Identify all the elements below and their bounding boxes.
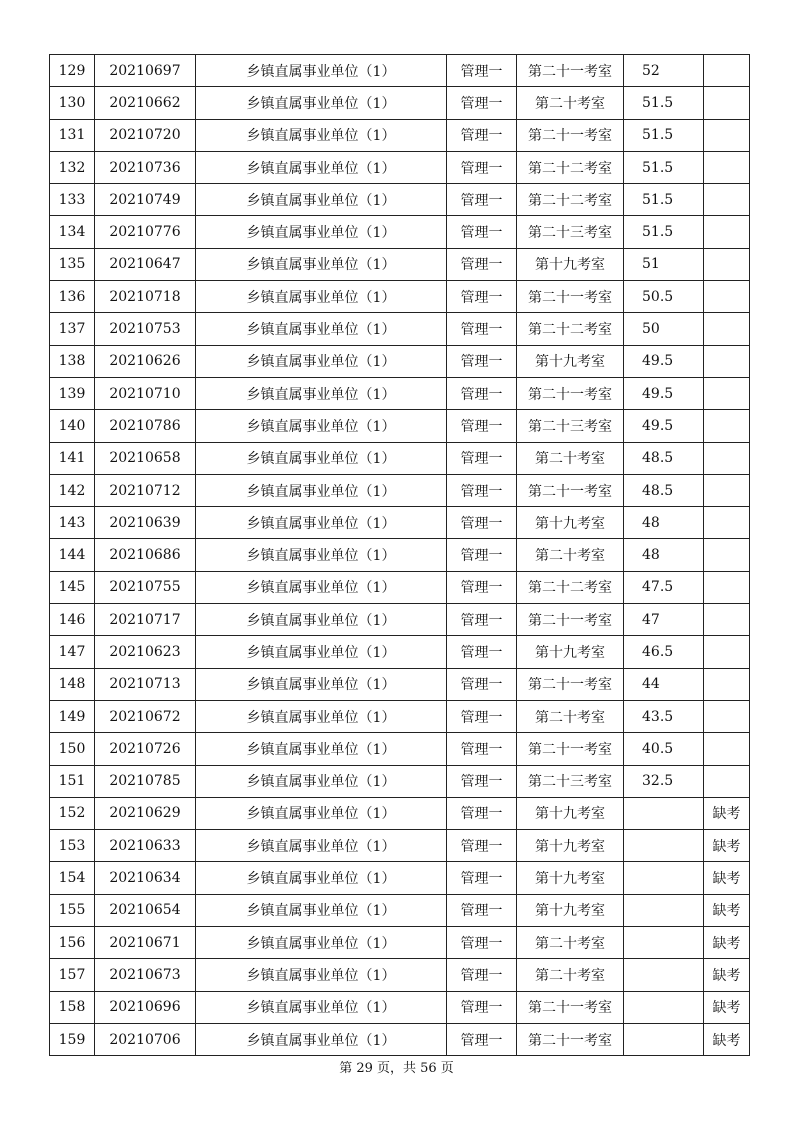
exam-room-cell: 第二十三考室 xyxy=(517,216,624,248)
remark-cell xyxy=(704,216,750,248)
score-cell: 48.5 xyxy=(624,442,704,474)
remark-cell: 缺考 xyxy=(704,830,750,862)
score-cell xyxy=(624,862,704,894)
row-number-cell: 148 xyxy=(50,668,95,700)
remark-cell xyxy=(704,442,750,474)
remark-cell: 缺考 xyxy=(704,894,750,926)
exam-room-cell: 第二十考室 xyxy=(517,87,624,119)
exam-room-cell: 第二十一考室 xyxy=(517,377,624,409)
table-row xyxy=(50,604,750,636)
exam-room-cell: 第二十一考室 xyxy=(517,733,624,765)
post-name-cell: 管理一 xyxy=(447,507,517,539)
post-name-cell: 管理一 xyxy=(447,604,517,636)
table-row xyxy=(50,442,750,474)
table-row xyxy=(50,539,750,571)
unit-name-cell: 乡镇直属事业单位（1） xyxy=(196,442,447,474)
post-name-cell: 管理一 xyxy=(447,345,517,377)
unit-name-cell: 乡镇直属事业单位（1） xyxy=(196,410,447,442)
score-cell: 51.5 xyxy=(624,119,704,151)
remark-cell xyxy=(704,248,750,280)
score-cell: 49.5 xyxy=(624,377,704,409)
unit-name-cell: 乡镇直属事业单位（1） xyxy=(196,87,447,119)
row-number-cell: 139 xyxy=(50,377,95,409)
post-name-cell: 管理一 xyxy=(447,668,517,700)
remark-cell xyxy=(704,636,750,668)
row-number-cell: 137 xyxy=(50,313,95,345)
row-number-cell: 133 xyxy=(50,184,95,216)
unit-name-cell: 乡镇直属事业单位（1） xyxy=(196,1023,447,1055)
row-number-cell: 156 xyxy=(50,927,95,959)
score-cell: 48.5 xyxy=(624,474,704,506)
unit-name-cell: 乡镇直属事业单位（1） xyxy=(196,474,447,506)
post-name-cell: 管理一 xyxy=(447,216,517,248)
candidate-id-cell: 20210706 xyxy=(95,1023,196,1055)
candidate-id-cell: 20210673 xyxy=(95,959,196,991)
post-name-cell: 管理一 xyxy=(447,87,517,119)
exam-room-cell: 第二十一考室 xyxy=(517,55,624,87)
exam-room-cell: 第十九考室 xyxy=(517,830,624,862)
row-number-cell: 130 xyxy=(50,87,95,119)
candidate-id-cell: 20210785 xyxy=(95,765,196,797)
candidate-id-cell: 20210671 xyxy=(95,927,196,959)
row-number-cell: 135 xyxy=(50,248,95,280)
exam-room-cell: 第二十二考室 xyxy=(517,151,624,183)
table-row xyxy=(50,765,750,797)
post-name-cell: 管理一 xyxy=(447,377,517,409)
post-name-cell: 管理一 xyxy=(447,959,517,991)
candidate-id-cell: 20210634 xyxy=(95,862,196,894)
table-row xyxy=(50,797,750,829)
remark-cell: 缺考 xyxy=(704,959,750,991)
post-name-cell: 管理一 xyxy=(447,539,517,571)
post-name-cell: 管理一 xyxy=(447,765,517,797)
candidate-id-cell: 20210633 xyxy=(95,830,196,862)
unit-name-cell: 乡镇直属事业单位（1） xyxy=(196,733,447,765)
score-cell: 51.5 xyxy=(624,216,704,248)
unit-name-cell: 乡镇直属事业单位（1） xyxy=(196,604,447,636)
post-name-cell: 管理一 xyxy=(447,410,517,442)
row-number-cell: 132 xyxy=(50,151,95,183)
unit-name-cell: 乡镇直属事业单位（1） xyxy=(196,184,447,216)
exam-room-cell: 第二十考室 xyxy=(517,442,624,474)
score-cell: 51 xyxy=(624,248,704,280)
row-number-cell: 151 xyxy=(50,765,95,797)
score-cell: 40.5 xyxy=(624,733,704,765)
row-number-cell: 138 xyxy=(50,345,95,377)
unit-name-cell: 乡镇直属事业单位（1） xyxy=(196,700,447,732)
score-cell xyxy=(624,927,704,959)
results-table xyxy=(49,54,750,1056)
unit-name-cell: 乡镇直属事业单位（1） xyxy=(196,959,447,991)
table-row xyxy=(50,119,750,151)
table-row xyxy=(50,668,750,700)
row-number-cell: 141 xyxy=(50,442,95,474)
table-row xyxy=(50,313,750,345)
remark-cell: 缺考 xyxy=(704,1023,750,1055)
table-row xyxy=(50,184,750,216)
unit-name-cell: 乡镇直属事业单位（1） xyxy=(196,119,447,151)
candidate-id-cell: 20210712 xyxy=(95,474,196,506)
row-number-cell: 159 xyxy=(50,1023,95,1055)
row-number-cell: 140 xyxy=(50,410,95,442)
remark-cell: 缺考 xyxy=(704,797,750,829)
exam-room-cell: 第二十三考室 xyxy=(517,410,624,442)
exam-room-cell: 第二十一考室 xyxy=(517,119,624,151)
table-row xyxy=(50,474,750,506)
exam-room-cell: 第二十一考室 xyxy=(517,281,624,313)
table-row xyxy=(50,87,750,119)
row-number-cell: 157 xyxy=(50,959,95,991)
exam-room-cell: 第二十一考室 xyxy=(517,668,624,700)
results-table-body xyxy=(50,55,750,1056)
score-cell: 48 xyxy=(624,507,704,539)
remark-cell xyxy=(704,87,750,119)
table-row xyxy=(50,345,750,377)
unit-name-cell: 乡镇直属事业单位（1） xyxy=(196,151,447,183)
table-row xyxy=(50,410,750,442)
post-name-cell: 管理一 xyxy=(447,571,517,603)
post-name-cell: 管理一 xyxy=(447,248,517,280)
remark-cell xyxy=(704,474,750,506)
table-row xyxy=(50,700,750,732)
exam-room-cell: 第二十考室 xyxy=(517,927,624,959)
candidate-id-cell: 20210710 xyxy=(95,377,196,409)
candidate-id-cell: 20210749 xyxy=(95,184,196,216)
row-number-cell: 131 xyxy=(50,119,95,151)
score-cell: 44 xyxy=(624,668,704,700)
table-row xyxy=(50,959,750,991)
table-row xyxy=(50,636,750,668)
table-row xyxy=(50,862,750,894)
table-row xyxy=(50,571,750,603)
unit-name-cell: 乡镇直属事业单位（1） xyxy=(196,668,447,700)
exam-room-cell: 第二十一考室 xyxy=(517,991,624,1023)
post-name-cell: 管理一 xyxy=(447,184,517,216)
row-number-cell: 143 xyxy=(50,507,95,539)
score-cell xyxy=(624,830,704,862)
table-row xyxy=(50,1023,750,1055)
post-name-cell: 管理一 xyxy=(447,636,517,668)
candidate-id-cell: 20210753 xyxy=(95,313,196,345)
candidate-id-cell: 20210720 xyxy=(95,119,196,151)
remark-cell xyxy=(704,410,750,442)
exam-room-cell: 第二十考室 xyxy=(517,700,624,732)
score-cell xyxy=(624,894,704,926)
table-row xyxy=(50,281,750,313)
row-number-cell: 150 xyxy=(50,733,95,765)
row-number-cell: 144 xyxy=(50,539,95,571)
row-number-cell: 149 xyxy=(50,700,95,732)
exam-room-cell: 第十九考室 xyxy=(517,507,624,539)
table-row xyxy=(50,507,750,539)
remark-cell xyxy=(704,55,750,87)
table-row xyxy=(50,216,750,248)
remark-cell xyxy=(704,571,750,603)
row-number-cell: 136 xyxy=(50,281,95,313)
table-row xyxy=(50,248,750,280)
remark-cell xyxy=(704,281,750,313)
candidate-id-cell: 20210713 xyxy=(95,668,196,700)
candidate-id-cell: 20210623 xyxy=(95,636,196,668)
score-cell: 47.5 xyxy=(624,571,704,603)
score-cell xyxy=(624,991,704,1023)
remark-cell xyxy=(704,539,750,571)
score-cell: 32.5 xyxy=(624,765,704,797)
candidate-id-cell: 20210786 xyxy=(95,410,196,442)
post-name-cell: 管理一 xyxy=(447,1023,517,1055)
row-number-cell: 146 xyxy=(50,604,95,636)
post-name-cell: 管理一 xyxy=(447,313,517,345)
remark-cell xyxy=(704,700,750,732)
remark-cell xyxy=(704,151,750,183)
candidate-id-cell: 20210697 xyxy=(95,55,196,87)
table-row xyxy=(50,151,750,183)
candidate-id-cell: 20210626 xyxy=(95,345,196,377)
candidate-id-cell: 20210629 xyxy=(95,797,196,829)
candidate-id-cell: 20210718 xyxy=(95,281,196,313)
exam-room-cell: 第二十考室 xyxy=(517,959,624,991)
post-name-cell: 管理一 xyxy=(447,991,517,1023)
remark-cell xyxy=(704,507,750,539)
exam-room-cell: 第二十二考室 xyxy=(517,313,624,345)
exam-room-cell: 第二十考室 xyxy=(517,539,624,571)
unit-name-cell: 乡镇直属事业单位（1） xyxy=(196,55,447,87)
unit-name-cell: 乡镇直属事业单位（1） xyxy=(196,281,447,313)
candidate-id-cell: 20210654 xyxy=(95,894,196,926)
remark-cell xyxy=(704,765,750,797)
row-number-cell: 129 xyxy=(50,55,95,87)
row-number-cell: 152 xyxy=(50,797,95,829)
remark-cell xyxy=(704,313,750,345)
candidate-id-cell: 20210776 xyxy=(95,216,196,248)
exam-room-cell: 第二十一考室 xyxy=(517,474,624,506)
post-name-cell: 管理一 xyxy=(447,55,517,87)
candidate-id-cell: 20210662 xyxy=(95,87,196,119)
candidate-id-cell: 20210647 xyxy=(95,248,196,280)
remark-cell xyxy=(704,377,750,409)
candidate-id-cell: 20210658 xyxy=(95,442,196,474)
post-name-cell: 管理一 xyxy=(447,442,517,474)
candidate-id-cell: 20210736 xyxy=(95,151,196,183)
unit-name-cell: 乡镇直属事业单位（1） xyxy=(196,539,447,571)
exam-room-cell: 第二十二考室 xyxy=(517,571,624,603)
score-cell xyxy=(624,1023,704,1055)
unit-name-cell: 乡镇直属事业单位（1） xyxy=(196,507,447,539)
post-name-cell: 管理一 xyxy=(447,700,517,732)
score-cell: 52 xyxy=(624,55,704,87)
candidate-id-cell: 20210686 xyxy=(95,539,196,571)
remark-cell: 缺考 xyxy=(704,927,750,959)
exam-room-cell: 第十九考室 xyxy=(517,797,624,829)
unit-name-cell: 乡镇直属事业单位（1） xyxy=(196,894,447,926)
remark-cell xyxy=(704,668,750,700)
post-name-cell: 管理一 xyxy=(447,733,517,765)
candidate-id-cell: 20210755 xyxy=(95,571,196,603)
unit-name-cell: 乡镇直属事业单位（1） xyxy=(196,636,447,668)
post-name-cell: 管理一 xyxy=(447,281,517,313)
table-row xyxy=(50,55,750,87)
post-name-cell: 管理一 xyxy=(447,830,517,862)
exam-room-cell: 第二十二考室 xyxy=(517,184,624,216)
unit-name-cell: 乡镇直属事业单位（1） xyxy=(196,313,447,345)
unit-name-cell: 乡镇直属事业单位（1） xyxy=(196,377,447,409)
unit-name-cell: 乡镇直属事业单位（1） xyxy=(196,216,447,248)
remark-cell xyxy=(704,733,750,765)
post-name-cell: 管理一 xyxy=(447,862,517,894)
candidate-id-cell: 20210726 xyxy=(95,733,196,765)
remark-cell xyxy=(704,345,750,377)
unit-name-cell: 乡镇直属事业单位（1） xyxy=(196,571,447,603)
post-name-cell: 管理一 xyxy=(447,927,517,959)
score-cell: 49.5 xyxy=(624,345,704,377)
table-row xyxy=(50,377,750,409)
unit-name-cell: 乡镇直属事业单位（1） xyxy=(196,797,447,829)
page-footer: 第 29 页，共 56 页 xyxy=(339,1061,454,1076)
post-name-cell: 管理一 xyxy=(447,894,517,926)
remark-cell xyxy=(704,119,750,151)
row-number-cell: 153 xyxy=(50,830,95,862)
exam-room-cell: 第二十三考室 xyxy=(517,765,624,797)
post-name-cell: 管理一 xyxy=(447,797,517,829)
exam-room-cell: 第十九考室 xyxy=(517,345,624,377)
row-number-cell: 155 xyxy=(50,894,95,926)
candidate-id-cell: 20210717 xyxy=(95,604,196,636)
table-row xyxy=(50,991,750,1023)
unit-name-cell: 乡镇直属事业单位（1） xyxy=(196,991,447,1023)
unit-name-cell: 乡镇直属事业单位（1） xyxy=(196,862,447,894)
candidate-id-cell: 20210639 xyxy=(95,507,196,539)
remark-cell: 缺考 xyxy=(704,991,750,1023)
unit-name-cell: 乡镇直属事业单位（1） xyxy=(196,765,447,797)
unit-name-cell: 乡镇直属事业单位（1） xyxy=(196,345,447,377)
exam-room-cell: 第二十一考室 xyxy=(517,604,624,636)
exam-room-cell: 第十九考室 xyxy=(517,248,624,280)
score-cell: 50.5 xyxy=(624,281,704,313)
post-name-cell: 管理一 xyxy=(447,474,517,506)
score-cell: 47 xyxy=(624,604,704,636)
remark-cell xyxy=(704,604,750,636)
score-cell: 43.5 xyxy=(624,700,704,732)
exam-room-cell: 第二十一考室 xyxy=(517,1023,624,1055)
score-cell: 48 xyxy=(624,539,704,571)
post-name-cell: 管理一 xyxy=(447,151,517,183)
post-name-cell: 管理一 xyxy=(447,119,517,151)
unit-name-cell: 乡镇直属事业单位（1） xyxy=(196,830,447,862)
table-row xyxy=(50,733,750,765)
row-number-cell: 145 xyxy=(50,571,95,603)
remark-cell xyxy=(704,184,750,216)
row-number-cell: 154 xyxy=(50,862,95,894)
row-number-cell: 147 xyxy=(50,636,95,668)
exam-room-cell: 第十九考室 xyxy=(517,894,624,926)
score-cell xyxy=(624,797,704,829)
remark-cell: 缺考 xyxy=(704,862,750,894)
score-cell: 51.5 xyxy=(624,151,704,183)
table-row xyxy=(50,894,750,926)
candidate-id-cell: 20210672 xyxy=(95,700,196,732)
unit-name-cell: 乡镇直属事业单位（1） xyxy=(196,248,447,280)
exam-room-cell: 第十九考室 xyxy=(517,636,624,668)
score-cell xyxy=(624,959,704,991)
row-number-cell: 158 xyxy=(50,991,95,1023)
exam-room-cell: 第十九考室 xyxy=(517,862,624,894)
score-cell: 51.5 xyxy=(624,87,704,119)
table-row xyxy=(50,830,750,862)
table-row xyxy=(50,927,750,959)
score-cell: 46.5 xyxy=(624,636,704,668)
row-number-cell: 142 xyxy=(50,474,95,506)
unit-name-cell: 乡镇直属事业单位（1） xyxy=(196,927,447,959)
row-number-cell: 134 xyxy=(50,216,95,248)
score-cell: 51.5 xyxy=(624,184,704,216)
candidate-id-cell: 20210696 xyxy=(95,991,196,1023)
score-cell: 49.5 xyxy=(624,410,704,442)
score-cell: 50 xyxy=(624,313,704,345)
